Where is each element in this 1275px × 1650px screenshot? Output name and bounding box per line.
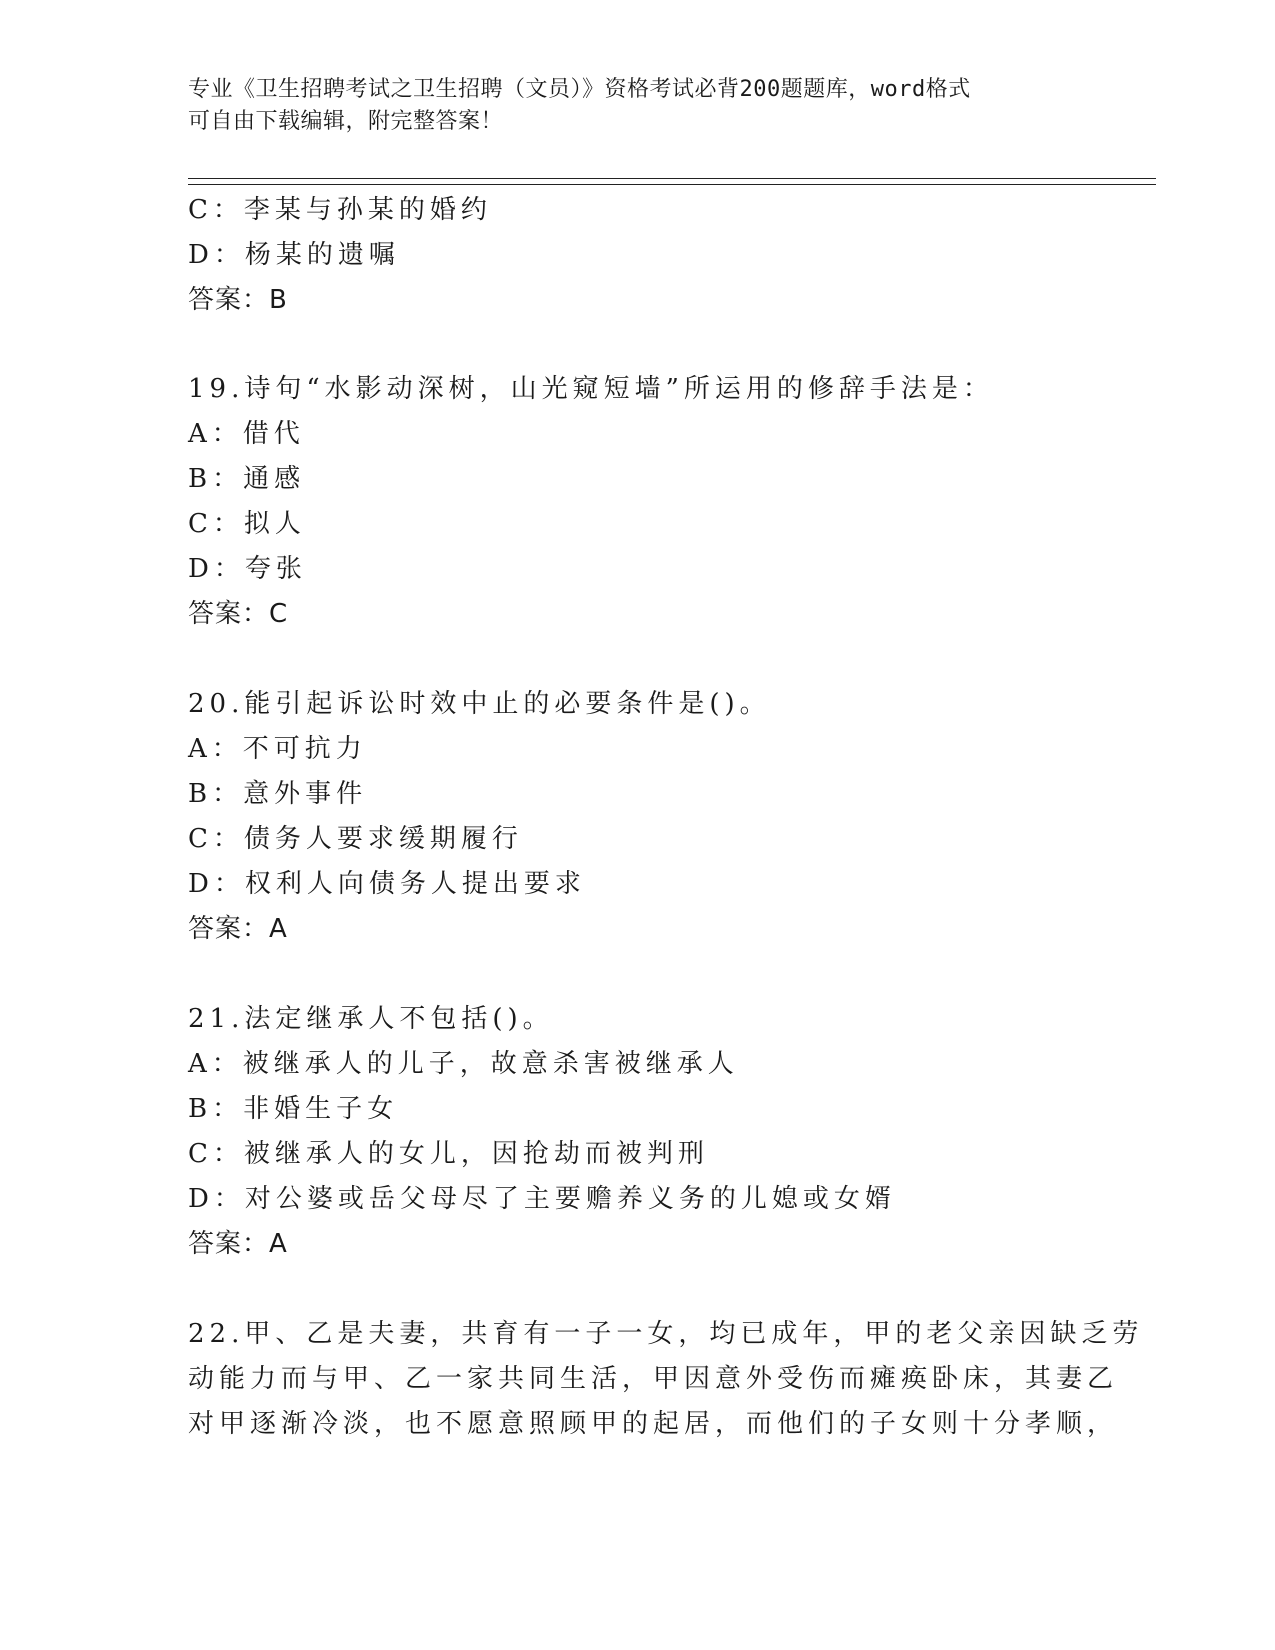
header-divider-top <box>188 178 1156 179</box>
q20-option-c: C：债务人要求缓期履行 <box>188 824 523 854</box>
q22-question-line-2: 动能力而与甲、乙一家共同生活，甲因意外受伤而瘫痪卧床，其妻乙 <box>188 1364 1119 1394</box>
q21-option-a: A：被继承人的儿子，故意杀害被继承人 <box>188 1049 739 1079</box>
q20-question: 20.能引起诉讼时效中止的必要条件是()。 <box>188 689 771 719</box>
header-line-2: 可自由下载编辑，附完整答案！ <box>188 109 504 134</box>
q21-answer: 答案：A <box>188 1229 288 1259</box>
q18-option-c: C：李某与孙某的婚约 <box>188 195 492 225</box>
q19-option-d: D：夸张 <box>188 554 307 584</box>
q22-question-line-3: 对甲逐渐冷淡，也不愿意照顾甲的起居，而他们的子女则十分孝顺， <box>188 1409 1119 1439</box>
q19-answer: 答案：C <box>188 599 289 629</box>
q22-question-line-1: 22.甲、乙是夫妻，共育有一子一女，均已成年，甲的老父亲因缺乏劳 <box>188 1319 1144 1349</box>
header-line-1: 专业《卫生招聘考试之卫生招聘（文员）》资格考试必背200题题库，word格式 <box>188 77 971 102</box>
q21-question: 21.法定继承人不包括()。 <box>188 1004 554 1034</box>
q20-answer: 答案：A <box>188 914 288 944</box>
header-divider-bottom <box>188 184 1156 185</box>
document-header <box>188 74 1088 138</box>
q20-option-a: A：不可抗力 <box>188 734 367 764</box>
q21-option-c: C：被继承人的女儿，因抢劫而被判刑 <box>188 1139 709 1169</box>
q21-option-d: D：对公婆或岳父母尽了主要赡养义务的儿媳或女婿 <box>188 1184 896 1214</box>
q19-option-b: B：通感 <box>188 464 306 494</box>
q19-option-a: A：借代 <box>188 419 305 449</box>
q20-option-b: B：意外事件 <box>188 779 368 809</box>
q20-option-d: D：权利人向债务人提出要求 <box>188 869 586 899</box>
q21-option-b: B：非婚生子女 <box>188 1094 399 1124</box>
q18-answer: 答案：B <box>188 285 288 315</box>
q18-option-d: D：杨某的遗嘱 <box>188 240 400 270</box>
q19-option-c: C：拟人 <box>188 509 306 539</box>
q19-question: 19.诗句“水影动深树，山光窥短墙”所运用的修辞手法是： <box>188 374 994 404</box>
